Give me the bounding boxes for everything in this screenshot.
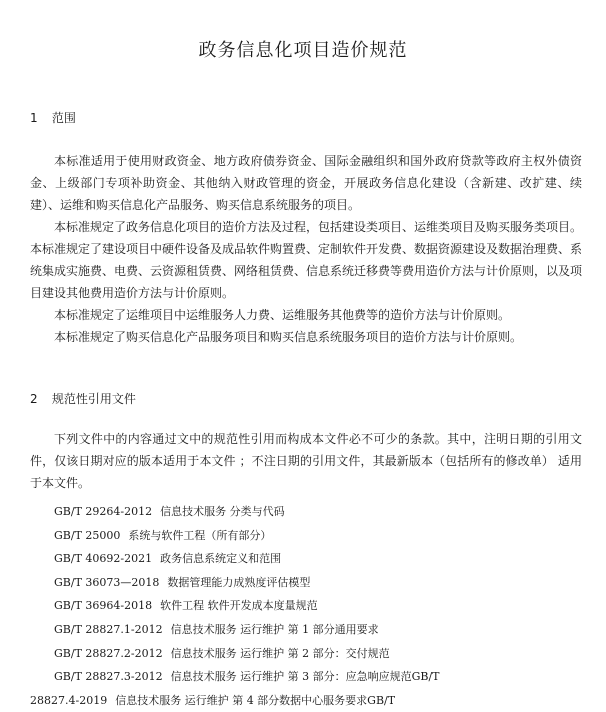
section-2-heading xyxy=(30,390,136,407)
paragraph: 本标准规定了政务信息化项目的造价方法及过程，包括建设类项目、运维类项目及购买服务类项目。本标准规定了建设项目中硬件设备及成品软件购置费、定制软件开发费、数据资源建设及数据治理费、系统集成实施费、电费、云资源租赁费、网络租赁费、信息系统迁移费等费用造价方法与计价原则，以及项目建设其他费用造价方法与计价原则。 xyxy=(30,220,583,300)
reference-item xyxy=(30,618,590,642)
reference-item xyxy=(30,665,590,689)
reference-title: 政务信息系统定义和范围 xyxy=(160,552,282,566)
reference-item xyxy=(30,689,590,712)
reference-code: GB/T 36073—2018 xyxy=(54,575,160,589)
reference-item xyxy=(30,500,590,524)
reference-item xyxy=(30,547,590,571)
reference-title: 系统与软件工程（所有部分） xyxy=(128,528,272,542)
section-2-title: 规范性引用文件 xyxy=(51,392,136,406)
reference-title: 数据管理能力成熟度评估模型 xyxy=(167,575,311,589)
reference-code: 28827.4-2019 xyxy=(30,693,108,707)
section-2-number: 2 xyxy=(30,392,38,406)
reference-item xyxy=(30,571,590,595)
reference-code: GB/T 29264-2012 xyxy=(54,505,153,518)
section-2-intro xyxy=(30,428,582,494)
reference-title: 信息技术服务 运行维护 第 4 部分数据中心服务要求GB/T xyxy=(115,693,396,707)
reference-code: GB/T 25000 xyxy=(54,528,121,542)
section-1-heading xyxy=(30,109,76,126)
reference-item xyxy=(30,524,590,548)
section-1-number: 1 xyxy=(30,111,38,125)
paragraph: 本标准规定了运维项目中运维服务人力费、运维服务其他费等的造价方法与计价原则。 xyxy=(54,308,511,322)
reference-code: GB/T 28827.3-2012 xyxy=(54,670,163,684)
reference-code: GB/T 28827.1-2012 xyxy=(54,622,163,636)
reference-title: 信息技术服务 运行维护 第 3 部分：应急响应规范GB/T xyxy=(170,670,440,684)
reference-item xyxy=(30,594,590,618)
reference-list xyxy=(30,500,590,712)
reference-title: 信息技术服务 运行维护 第 1 部分通用要求 xyxy=(170,622,379,636)
reference-title: 信息技术服务 分类与代码 xyxy=(160,505,285,518)
section-1-title: 范围 xyxy=(51,111,76,125)
document-title: 政务信息化项目造价规范 xyxy=(198,40,408,61)
paragraph: 下列文件中的内容通过文中的规范性引用而构成本文件必不可少的条款。其中，注明日期的引用文件，仅该日期对应的版本适用于本文件 ；不注日期的引用文件，其最新版本（包括所有的修改单） 适用于本文件。 xyxy=(30,432,582,490)
reference-title: 软件工程 软件开发成本度量规范 xyxy=(160,599,318,613)
reference-item xyxy=(30,642,590,666)
reference-title: 信息技术服务 运行维护 第 2 部分：交付规范 xyxy=(170,646,390,660)
reference-code: GB/T 40692-2021 xyxy=(54,552,153,566)
paragraph: 本标准适用于使用财政资金、地方政府债券资金、国际金融组织和国外政府贷款等政府主权外债资金、上级部门专项补助资金、其他纳入财政管理的资金，开展政务信息化建设（含新建、改扩建、续建）、运维和购买信息化产品服务、购买信息系统服务的项目。 xyxy=(30,154,582,212)
reference-code: GB/T 36964-2018 xyxy=(54,599,153,613)
section-1-body xyxy=(30,150,582,348)
paragraph: 本标准规定了购买信息化产品服务项目和购买信息系统服务项目的造价方法与计价原则。 xyxy=(54,330,523,344)
reference-code: GB/T 28827.2-2012 xyxy=(54,646,163,660)
